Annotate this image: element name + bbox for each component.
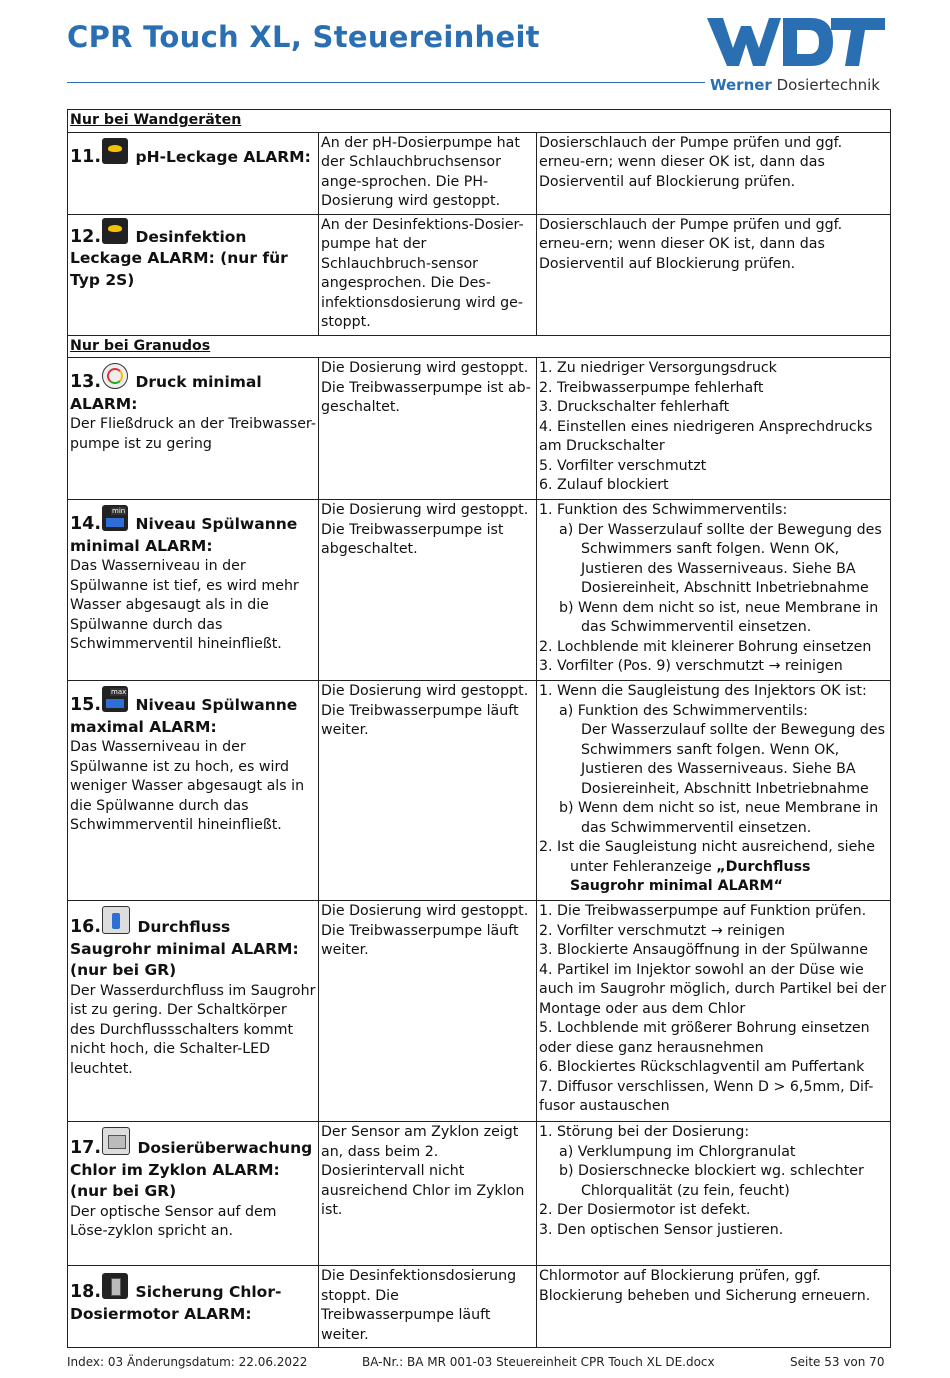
- list-item: 3. Den optischen Sensor justieren.: [539, 1221, 784, 1238]
- table-row: [68, 1266, 891, 1348]
- effect-cell: Die Dosierung wird gestoppt. Die Treibwasserpumpe läuft weiter.: [319, 681, 537, 901]
- alarm-title: Durchfluss Saugrohr minimal ALARM: (nur bei GR): [70, 918, 299, 979]
- list-item: 3. Druckschalter fehlerhaft: [539, 399, 730, 415]
- pressure-gauge-icon: [102, 363, 128, 389]
- alarm-number: 11.: [70, 146, 102, 167]
- list-subitem: b) Wenn dem nicht so ist, neue Membrane in das Schwimmerventil einsetzen.: [559, 800, 879, 836]
- flow-suction-icon: [102, 906, 130, 934]
- alarm-title-cell: [68, 1122, 319, 1266]
- list-item: 6. Blockiertes Rückschlagventil am Puffertank: [539, 1059, 865, 1075]
- level-max-icon: [102, 686, 128, 712]
- wdt-logo: [707, 14, 885, 70]
- list-item: 5. Vorfilter verschmutzt: [539, 457, 707, 474]
- list-subitem: a) Der Wasserzulauf sollte der Bewegung des Schwimmers sanft folgen. Wenn OK, Justieren des Wasserniveaus. Siehe BA Dosiereinheit, Abschnitt Inbetriebnahme: [559, 521, 882, 596]
- alarm-title: Niveau Spülwanne minimal ALARM:: [70, 515, 298, 555]
- remedy-cell: [537, 500, 891, 681]
- alarm-description: Das Wasserniveau in der Spülwanne ist tief, es wird mehr Wasser abgesaugt als in die Spülwanne durch das Schwimmerventil hineinfließt.: [70, 558, 299, 652]
- remedy-cell: [537, 1122, 891, 1266]
- alarm-title-cell: [68, 901, 319, 1122]
- list-item: 2. Der Dosiermotor ist defekt.: [539, 1202, 751, 1218]
- alarm-title-cell: [68, 500, 319, 681]
- table-row: [68, 681, 891, 901]
- list-item: 3. Vorfilter (Pos. 9) verschmutzt → reinigen: [539, 658, 843, 674]
- list-subitem: a) Verklumpung im Chlorgranulat: [559, 1143, 796, 1160]
- disinfection-leak-icon: [102, 218, 128, 244]
- list-item: 1. Die Treibwasserpumpe auf Funktion prüfen.: [539, 903, 867, 919]
- remedy-cell: Chlormotor auf Blockierung prüfen, ggf. Blockierung beheben und Sicherung erneuern.: [537, 1266, 891, 1348]
- alarm-title: Desinfektion Leckage ALARM: (nur für Typ 2S): [70, 227, 288, 289]
- alarm-title: Druck minimal ALARM:: [70, 373, 262, 413]
- table-row: [68, 901, 891, 1122]
- alarm-description: Das Wasserniveau in der Spülwanne ist zu hoch, es wird weniger Wasser abgesaugt als in die Spülwanne durch das Schwimmerventil hineinfließt.: [70, 739, 305, 833]
- alarm-number: 16.: [70, 917, 102, 937]
- alarm-number: 14.: [70, 514, 102, 534]
- list-item: 1. Wenn die Saugleistung des Injektors OK ist:: [539, 683, 867, 699]
- remedy-cell: Dosierschlauch der Pumpe prüfen und ggf. erneu-ern; wenn dieser OK ist, dann das Dosierventil auf Blockierung prüfen.: [537, 214, 891, 335]
- remedy-cell: Dosierschlauch der Pumpe prüfen und ggf. erneu-ern; wenn dieser OK ist, dann das Dosierventil auf Blockierung prüfen.: [537, 132, 891, 214]
- remedy-cell: [537, 358, 891, 500]
- effect-cell: Die Dosierung wird gestoppt. Die Treibwasserpumpe ist ab-geschaltet.: [319, 358, 537, 500]
- section-heading: Nur bei Granudos: [68, 335, 891, 358]
- list-item: 3. Blockierte Ansaugöffnung in der Spülwanne: [539, 942, 868, 958]
- footer-ba-number: BA-Nr.: BA MR 001-03 Steuereinheit CPR Touch XL DE.docx: [362, 1355, 715, 1369]
- list-item: 1. Zu niedriger Versorgungsdruck: [539, 360, 777, 376]
- alarm-table: [67, 109, 891, 1348]
- header-divider: [67, 82, 705, 83]
- effect-cell: An der pH-Dosierpumpe hat der Schlauchbruchsensor ange-sprochen. Die PH-Dosierung wird gestoppt.: [319, 132, 537, 214]
- list-subitem: b) Wenn dem nicht so ist, neue Membrane in das Schwimmerventil einsetzen.: [559, 599, 879, 635]
- alarm-description: Der Fließdruck an der Treibwasser-pumpe ist zu gering: [70, 416, 316, 452]
- section-row-granudos: [68, 335, 891, 358]
- table-row: [68, 214, 891, 335]
- list-item: 2. Vorfilter verschmutzt → reinigen: [539, 922, 785, 939]
- list-item: 6. Zulauf blockiert: [539, 477, 669, 493]
- footer-page-number: Seite 53 von 70: [790, 1355, 885, 1369]
- effect-cell: An der Desinfektions-Dosier-pumpe hat der Schlauchbruch-sensor angesprochen. Die Des-infektionsdosierung wird ge-stoppt.: [319, 214, 537, 335]
- table-row: [68, 358, 891, 500]
- effect-cell: Die Dosierung wird gestoppt. Die Treibwasserpumpe läuft weiter.: [319, 901, 537, 1122]
- fuse-icon: [102, 1273, 128, 1299]
- list-item: 1. Störung bei der Dosierung:: [539, 1124, 750, 1140]
- alarm-title-cell: [68, 132, 319, 214]
- company-name: Werner Dosiertechnik: [710, 76, 880, 94]
- remedy-cell: [537, 681, 891, 901]
- alarm-number: 12.: [70, 226, 102, 247]
- effect-cell: Der Sensor am Zyklon zeigt an, dass beim 2. Dosierintervall nicht ausreichend Chlor im Zyklon ist.: [319, 1122, 537, 1266]
- level-min-icon: [102, 505, 128, 531]
- alarm-number: 15.: [70, 695, 102, 715]
- alarm-title: Niveau Spülwanne maximal ALARM:: [70, 696, 298, 736]
- list-item: 2. Ist die Saugleistung nicht ausreichend, siehe: [539, 839, 876, 855]
- ph-leak-icon: [102, 138, 128, 164]
- alarm-description: Der Wasserdurchfluss im Saugrohr ist zu gering. Der Schaltkörper des Durchflussschalters kommt nicht hoch, die Schalter-LED leuchtet.: [70, 982, 316, 1077]
- page-title: CPR Touch XL, Steuereinheit: [67, 20, 540, 54]
- cyclone-sensor-icon: [102, 1127, 130, 1155]
- section-row-wand: [68, 110, 891, 133]
- list-item: 7. Diffusor verschlissen, Wenn D > 6,5mm, Dif-fusor austauschen: [539, 1078, 874, 1114]
- table-row: [68, 132, 891, 214]
- alarm-title: Dosierüberwachung Chlor im Zyklon ALARM: (nur bei GR): [70, 1139, 313, 1200]
- effect-cell: Die Desinfektionsdosierung stoppt. Die Treibwasserpumpe läuft weiter.: [319, 1266, 537, 1348]
- alarm-number: 17.: [70, 1138, 102, 1158]
- alarm-title: pH-Leckage ALARM:: [135, 147, 311, 166]
- footer-index: Index: 03 Änderungsdatum: 22.06.2022: [67, 1355, 308, 1369]
- list-subitem: b) Dosierschnecke blockiert wg. schlechter Chlorqualität (zu fein, feucht): [559, 1163, 864, 1199]
- section-heading: Nur bei Wandgeräten: [68, 110, 891, 133]
- list-item: 4. Einstellen eines niedrigeren Ansprechdrucks am Druckschalter: [539, 418, 873, 454]
- list-item-cont: unter Fehleranzeige „Durchfluss Saugrohr minimal ALARM“: [570, 858, 811, 894]
- remedy-cell: [537, 901, 891, 1122]
- alarm-number: 13.: [70, 372, 102, 392]
- list-item: 1. Funktion des Schwimmerventils:: [539, 502, 788, 518]
- list-item: 2. Treibwasserpumpe fehlerhaft: [539, 379, 764, 396]
- alarm-title-cell: [68, 681, 319, 901]
- alarm-title: Sicherung Chlor-Dosiermotor ALARM:: [70, 1283, 282, 1323]
- alarm-title-cell: [68, 214, 319, 335]
- alarm-title-cell: [68, 358, 319, 500]
- list-subitem-text: Der Wasserzulauf sollte der Bewegung des Schwimmers sanft folgen. Wenn OK, Justieren des Wasserniveaus. Siehe BA Dosiereinheit, Abschnitt Inbetriebnahme: [581, 722, 885, 797]
- list-item: 5. Lochblende mit größerer Bohrung einsetzen oder diese ganz herausnehmen: [539, 1020, 870, 1056]
- list-item: 2. Lochblende mit kleinerer Bohrung einsetzen: [539, 638, 872, 655]
- table-row: [68, 1122, 891, 1266]
- list-subitem: a) Funktion des Schwimmerventils:: [559, 702, 808, 719]
- alarm-number: 18.: [70, 1282, 102, 1302]
- alarm-description: Der optische Sensor auf dem Löse-zyklon spricht an.: [70, 1203, 277, 1239]
- table-row: [68, 500, 891, 681]
- effect-cell: Die Dosierung wird gestoppt. Die Treibwasserpumpe ist abgeschaltet.: [319, 500, 537, 681]
- list-item: 4. Partikel im Injektor sowohl an der Düse wie auch im Saugrohr möglich, durch Partikel bei der Montage oder aus dem Chlor: [539, 961, 887, 1017]
- alarm-title-cell: [68, 1266, 319, 1348]
